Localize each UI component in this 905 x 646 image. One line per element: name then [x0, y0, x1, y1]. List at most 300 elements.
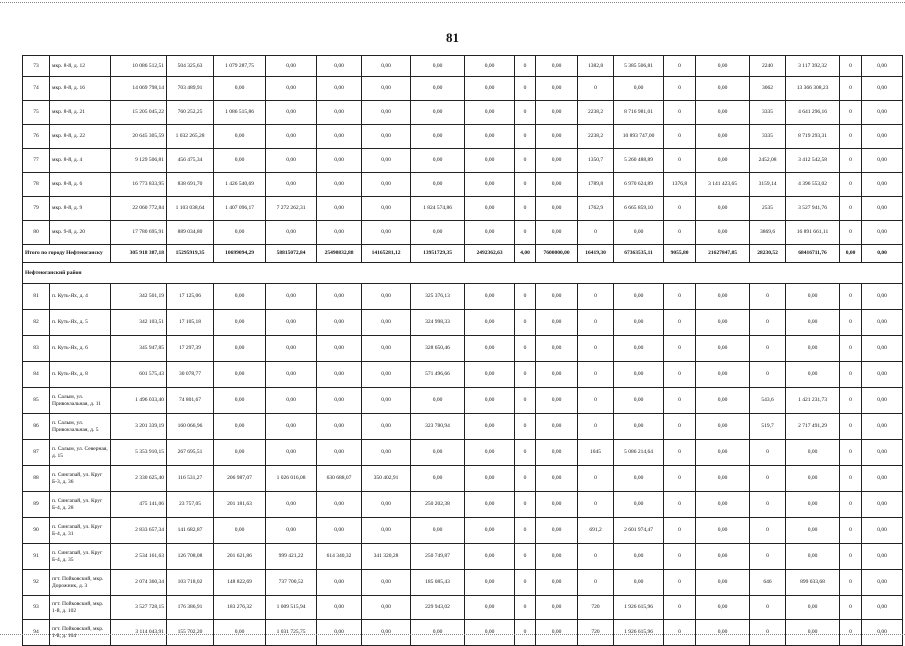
table-row	[23, 310, 903, 336]
value-cell: 0,00	[696, 221, 750, 245]
value-cell: 0,00	[465, 388, 515, 414]
total-value-cell: 25490832,88	[317, 245, 362, 263]
value-cell: 0	[840, 492, 862, 518]
value-cell: 543,6	[750, 388, 786, 414]
value-cell: 0,00	[266, 336, 317, 362]
value-cell: 0,00	[536, 570, 578, 596]
value-cell: 504 325,63	[167, 56, 214, 77]
value-cell: 0,00	[536, 101, 578, 125]
value-cell: 519,7	[750, 414, 786, 440]
value-cell: 0	[515, 388, 536, 414]
value-cell: 0,00	[614, 492, 664, 518]
table-row	[23, 149, 903, 173]
value-cell: 0,00	[696, 336, 750, 362]
value-cell: 0,00	[411, 77, 465, 101]
value-cell: 0	[664, 440, 696, 466]
total-cost-cell: 5 353 910,15	[111, 440, 167, 466]
total-cost-cell: 342 103,51	[111, 310, 167, 336]
value-cell: 0	[840, 77, 862, 101]
address-cell: мкр. 8-й, д. 6	[50, 173, 111, 197]
value-cell: 0	[750, 440, 786, 466]
value-cell: 0,00	[362, 620, 411, 646]
value-cell: 3869,6	[750, 221, 786, 245]
value-cell: 0	[664, 336, 696, 362]
value-cell: 0,00	[536, 414, 578, 440]
value-cell: 0,00	[786, 440, 840, 466]
address-cell: мкр. 9-й, д. 20	[50, 221, 111, 245]
value-cell: 0,00	[862, 221, 903, 245]
value-cell: 3062	[750, 77, 786, 101]
value-cell: 0,00	[214, 149, 266, 173]
row-number-cell: 74	[23, 77, 50, 101]
row-number-cell: 91	[23, 544, 50, 570]
total-value-cell: 21627847,85	[696, 245, 750, 263]
value-cell: 0	[750, 544, 786, 570]
value-cell: 2240	[750, 56, 786, 77]
value-cell: 0	[840, 56, 862, 77]
address-cell: мкр. 8-й, д. 21	[50, 101, 111, 125]
value-cell: 0,00	[214, 388, 266, 414]
value-cell: 2535	[750, 197, 786, 221]
value-cell: 206 987,07	[214, 466, 266, 492]
value-cell: 0,00	[696, 56, 750, 77]
value-cell: 0	[750, 284, 786, 310]
value-cell: 8 716 981,01	[614, 101, 664, 125]
value-cell: 0,00	[465, 101, 515, 125]
value-cell: 0,00	[317, 336, 362, 362]
value-cell: 0	[515, 149, 536, 173]
row-number-cell: 90	[23, 518, 50, 544]
value-cell: 13 366 308,23	[786, 77, 840, 101]
value-cell: 0,00	[362, 221, 411, 245]
value-cell: 229 943,02	[411, 596, 465, 620]
row-number-cell: 92	[23, 570, 50, 596]
table-row	[23, 197, 903, 221]
value-cell: 10 893 747,00	[614, 125, 664, 149]
value-cell: 1 426 540,69	[214, 173, 266, 197]
value-cell: 0	[664, 544, 696, 570]
value-cell: 0	[515, 466, 536, 492]
value-cell: 0,00	[362, 149, 411, 173]
row-number-cell: 77	[23, 149, 50, 173]
value-cell: 0	[840, 596, 862, 620]
value-cell: 0,00	[862, 466, 903, 492]
value-cell: 3335	[750, 125, 786, 149]
value-cell: 0,00	[465, 518, 515, 544]
value-cell: 23 757,05	[167, 492, 214, 518]
value-cell: 0,00	[317, 620, 362, 646]
value-cell: 0,00	[614, 336, 664, 362]
value-cell: 0	[515, 77, 536, 101]
address-cell: п. Салым, ул. Привокзальная, д. 5	[50, 414, 111, 440]
value-cell: 456 475,34	[167, 149, 214, 173]
value-cell: 0	[578, 414, 614, 440]
value-cell: 0,00	[214, 362, 266, 388]
value-cell: 0,00	[696, 197, 750, 221]
value-cell: 0	[515, 362, 536, 388]
address-cell: пгт. Пойковский, мкр. 1-й, д. 104	[50, 620, 111, 646]
value-cell: 0	[750, 620, 786, 646]
value-cell: 0,00	[862, 310, 903, 336]
value-cell: 8 719 293,31	[786, 125, 840, 149]
value-cell: 0,00	[536, 492, 578, 518]
value-cell: 0,00	[696, 388, 750, 414]
value-cell: 0	[664, 414, 696, 440]
address-cell: п. Куть-Ях, д. 4	[50, 284, 111, 310]
value-cell: 899 033,68	[786, 570, 840, 596]
value-cell: 0	[578, 362, 614, 388]
value-cell: 0,00	[614, 221, 664, 245]
value-cell: 0,00	[696, 466, 750, 492]
value-cell: 0,00	[362, 440, 411, 466]
value-cell: 0,00	[362, 596, 411, 620]
value-cell: 0,00	[862, 336, 903, 362]
value-cell: 0	[750, 310, 786, 336]
value-cell: 0	[664, 149, 696, 173]
value-cell: 0,00	[536, 596, 578, 620]
value-cell: 0,00	[862, 596, 903, 620]
value-cell: 0	[840, 440, 862, 466]
total-value-cell: 2492362,63	[465, 245, 515, 263]
table-row	[23, 388, 903, 414]
row-number-cell: 82	[23, 310, 50, 336]
total-cost-cell: 345 947,85	[111, 336, 167, 362]
value-cell: 0,00	[536, 149, 578, 173]
value-cell: 0,00	[786, 544, 840, 570]
value-cell: 0,00	[362, 414, 411, 440]
value-cell: 0,00	[465, 466, 515, 492]
address-cell: пгт. Пойковский, мкр. 1-й, д. 102	[50, 596, 111, 620]
value-cell: 2 717 491,29	[786, 414, 840, 440]
value-cell: 999 421,22	[266, 544, 317, 570]
table-row	[23, 440, 903, 466]
value-cell: 0,00	[536, 440, 578, 466]
value-cell: 0	[515, 414, 536, 440]
value-cell: 0	[515, 310, 536, 336]
total-cost-cell: 601 575,43	[111, 362, 167, 388]
table-row	[23, 466, 903, 492]
value-cell: 0	[664, 284, 696, 310]
row-number-cell: 81	[23, 284, 50, 310]
top-edge-dots	[0, 2, 905, 3]
value-cell: 0,00	[862, 362, 903, 388]
value-cell: 0,00	[465, 221, 515, 245]
total-value-cell: 7600000,00	[536, 245, 578, 263]
total-cost-cell: 9 129 506,81	[111, 149, 167, 173]
value-cell: 0,00	[266, 414, 317, 440]
value-cell: 0	[840, 336, 862, 362]
section-title-cell: Нефтеюганский район	[23, 263, 903, 284]
table-row	[23, 221, 903, 245]
total-value-cell: 9055,80	[664, 245, 696, 263]
value-cell: 646	[750, 570, 786, 596]
total-value-cell: 13951729,35	[411, 245, 465, 263]
row-number-cell: 88	[23, 466, 50, 492]
value-cell: 0,00	[614, 362, 664, 388]
value-cell: 0	[664, 101, 696, 125]
total-value-cell: 58815072,84	[266, 245, 317, 263]
value-cell: 0,00	[317, 570, 362, 596]
value-cell: 0,00	[317, 362, 362, 388]
value-cell: 0,00	[266, 492, 317, 518]
total-cost-cell: 1 496 033,40	[111, 388, 167, 414]
value-cell: 0,00	[862, 570, 903, 596]
value-cell: 350 402,91	[362, 466, 411, 492]
value-cell: 185 085,43	[411, 570, 465, 596]
table-row	[23, 596, 903, 620]
value-cell: 0	[578, 336, 614, 362]
value-cell: 0,00	[696, 596, 750, 620]
table-body-city	[23, 56, 903, 245]
value-cell: 0	[515, 596, 536, 620]
value-cell: 74 801,67	[167, 388, 214, 414]
row-number-cell: 73	[23, 56, 50, 77]
value-cell: 1 026 016,08	[266, 466, 317, 492]
value-cell: 30 078,77	[167, 362, 214, 388]
value-cell: 250 202,38	[411, 492, 465, 518]
value-cell: 6 665 859,10	[614, 197, 664, 221]
value-cell: 160 066,96	[167, 414, 214, 440]
value-cell: 0,00	[266, 56, 317, 77]
value-cell: 324 998,33	[411, 310, 465, 336]
value-cell: 0,00	[214, 125, 266, 149]
value-cell: 0,00	[266, 221, 317, 245]
value-cell: 0	[578, 544, 614, 570]
value-cell: 0,00	[266, 125, 317, 149]
value-cell: 141 682,87	[167, 518, 214, 544]
value-cell: 0	[840, 101, 862, 125]
table-body-district	[23, 284, 903, 646]
value-cell: 737 700,52	[266, 570, 317, 596]
table-body-section	[23, 263, 903, 284]
address-cell: п. Куть-Ях, д. 5	[50, 310, 111, 336]
value-cell: 0	[664, 125, 696, 149]
value-cell: 0,00	[786, 596, 840, 620]
table-row	[23, 570, 903, 596]
value-cell: 0,00	[465, 620, 515, 646]
total-cost-cell: 2 534 161,63	[111, 544, 167, 570]
value-cell: 0,00	[536, 284, 578, 310]
value-cell: 0	[515, 518, 536, 544]
value-cell: 1045	[578, 440, 614, 466]
value-cell: 0,00	[411, 149, 465, 173]
row-number-cell: 93	[23, 596, 50, 620]
value-cell: 0	[664, 77, 696, 101]
total-cost-cell: 17 780 695,91	[111, 221, 167, 245]
total-cost-cell: 22 060 772,84	[111, 197, 167, 221]
value-cell: 0	[840, 466, 862, 492]
value-cell: 0,00	[862, 77, 903, 101]
value-cell: 0,00	[465, 197, 515, 221]
value-cell: 0,00	[411, 173, 465, 197]
value-cell: 0,00	[862, 440, 903, 466]
value-cell: 0,00	[465, 544, 515, 570]
value-cell: 0	[840, 620, 862, 646]
value-cell: 0,00	[536, 544, 578, 570]
value-cell: 0,00	[786, 620, 840, 646]
value-cell: 0,00	[614, 284, 664, 310]
value-cell: 0	[840, 388, 862, 414]
value-cell: 3159,14	[750, 173, 786, 197]
value-cell: 3 117 392,32	[786, 56, 840, 77]
value-cell: 1376,8	[664, 173, 696, 197]
value-cell: 0	[515, 620, 536, 646]
value-cell: 0,00	[317, 518, 362, 544]
value-cell: 0,00	[614, 388, 664, 414]
value-cell: 0,00	[536, 620, 578, 646]
value-cell: 0,00	[411, 466, 465, 492]
value-cell: 0,00	[411, 620, 465, 646]
value-cell: 0	[664, 596, 696, 620]
table-body-total	[23, 245, 903, 263]
table-row	[23, 101, 903, 125]
value-cell: 0,00	[362, 570, 411, 596]
value-cell: 0	[515, 221, 536, 245]
value-cell: 0,00	[696, 149, 750, 173]
row-number-cell: 84	[23, 362, 50, 388]
row-number-cell: 79	[23, 197, 50, 221]
total-cost-cell: 2 074 360,34	[111, 570, 167, 596]
value-cell: 0,00	[266, 440, 317, 466]
total-value-cell: 15295919,35	[167, 245, 214, 263]
value-cell: 0,00	[536, 221, 578, 245]
total-value-cell: 28230,52	[750, 245, 786, 263]
value-cell: 571 496,66	[411, 362, 465, 388]
value-cell: 0,00	[465, 492, 515, 518]
value-cell: 0,00	[214, 310, 266, 336]
value-cell: 0,00	[536, 518, 578, 544]
address-cell: п. Салым, ул. Привокзальная, д. 11	[50, 388, 111, 414]
value-cell: 0,00	[317, 414, 362, 440]
value-cell: 0,00	[214, 440, 266, 466]
table-row	[23, 336, 903, 362]
value-cell: 0,00	[266, 362, 317, 388]
value-cell: 0	[515, 125, 536, 149]
value-cell: 201 181,63	[214, 492, 266, 518]
value-cell: 0,00	[317, 284, 362, 310]
total-cost-cell: 20 645 305,59	[111, 125, 167, 149]
value-cell: 0	[750, 596, 786, 620]
value-cell: 0	[515, 336, 536, 362]
value-cell: 0,00	[266, 101, 317, 125]
value-cell: 0,00	[536, 336, 578, 362]
value-cell: 614 340,32	[317, 544, 362, 570]
total-cost-cell: 342 501,19	[111, 284, 167, 310]
value-cell: 3 412 542,58	[786, 149, 840, 173]
value-cell: 0,00	[465, 570, 515, 596]
value-cell: 0,00	[614, 310, 664, 336]
value-cell: 0	[840, 221, 862, 245]
value-cell: 0,00	[536, 310, 578, 336]
value-cell: 0,00	[362, 518, 411, 544]
value-cell: 0,00	[696, 414, 750, 440]
value-cell: 0,00	[317, 221, 362, 245]
row-number-cell: 78	[23, 173, 50, 197]
value-cell: 0,00	[536, 388, 578, 414]
value-cell: 0,00	[465, 149, 515, 173]
value-cell: 0,00	[411, 125, 465, 149]
value-cell: 0,00	[536, 56, 578, 77]
value-cell: 0,00	[214, 284, 266, 310]
value-cell: 0	[840, 362, 862, 388]
value-cell: 328 650,46	[411, 336, 465, 362]
value-cell: 17 297,39	[167, 336, 214, 362]
table-row	[23, 362, 903, 388]
value-cell: 0	[840, 173, 862, 197]
value-cell: 1 407 096,17	[214, 197, 266, 221]
value-cell: 17 125,06	[167, 284, 214, 310]
value-cell: 0,00	[696, 570, 750, 596]
value-cell: 17 105,18	[167, 310, 214, 336]
value-cell: 0,00	[362, 492, 411, 518]
value-cell: 0,00	[214, 518, 266, 544]
value-cell: 0,00	[465, 414, 515, 440]
value-cell: 0,00	[266, 149, 317, 173]
row-number-cell: 86	[23, 414, 50, 440]
value-cell: 0,00	[862, 173, 903, 197]
value-cell: 2 601 974,47	[614, 518, 664, 544]
value-cell: 0,00	[214, 221, 266, 245]
value-cell: 0,00	[317, 388, 362, 414]
table-row	[23, 518, 903, 544]
address-cell: мкр. 8-й, д. 4	[50, 149, 111, 173]
total-value-cell: 0,00	[862, 245, 903, 263]
value-cell: 0,00	[696, 440, 750, 466]
value-cell: 1789,8	[578, 173, 614, 197]
value-cell: 0,00	[362, 336, 411, 362]
total-cost-cell: 16 773 833,95	[111, 173, 167, 197]
value-cell: 0	[515, 56, 536, 77]
value-cell: 0,00	[614, 414, 664, 440]
value-cell: 0,00	[362, 284, 411, 310]
value-cell: 0	[578, 77, 614, 101]
value-cell: 0	[840, 518, 862, 544]
table-row	[23, 620, 903, 646]
value-cell: 0	[750, 336, 786, 362]
value-cell: 0,00	[862, 56, 903, 77]
value-cell: 1 009 515,94	[266, 596, 317, 620]
total-value-cell: 10699094,29	[214, 245, 266, 263]
value-cell: 0,00	[362, 362, 411, 388]
value-cell: 3335	[750, 101, 786, 125]
value-cell: 0	[840, 197, 862, 221]
value-cell: 0,00	[862, 149, 903, 173]
address-cell: пгт. Пойковский, мкр. Дорожник, д. 3	[50, 570, 111, 596]
value-cell: 0,00	[862, 388, 903, 414]
value-cell: 0,00	[696, 284, 750, 310]
value-cell: 0,00	[614, 570, 664, 596]
row-number-cell: 89	[23, 492, 50, 518]
row-number-cell: 76	[23, 125, 50, 149]
value-cell: 0	[840, 125, 862, 149]
value-cell: 720	[578, 596, 614, 620]
value-cell: 0,00	[465, 56, 515, 77]
total-cost-cell: 3 201 339,19	[111, 414, 167, 440]
total-cost-cell: 2 330 625,40	[111, 466, 167, 492]
value-cell: 1382,8	[578, 56, 614, 77]
value-cell: 2452,08	[750, 149, 786, 173]
value-cell: 0,00	[317, 125, 362, 149]
value-cell: 323 780,94	[411, 414, 465, 440]
value-cell: 0,00	[614, 466, 664, 492]
value-cell: 3 141 423,65	[696, 173, 750, 197]
value-cell: 0,00	[317, 149, 362, 173]
value-cell: 0,00	[696, 125, 750, 149]
row-number-cell: 75	[23, 101, 50, 125]
value-cell: 0	[515, 570, 536, 596]
row-number-cell: 85	[23, 388, 50, 414]
page-number: 81	[446, 30, 459, 45]
